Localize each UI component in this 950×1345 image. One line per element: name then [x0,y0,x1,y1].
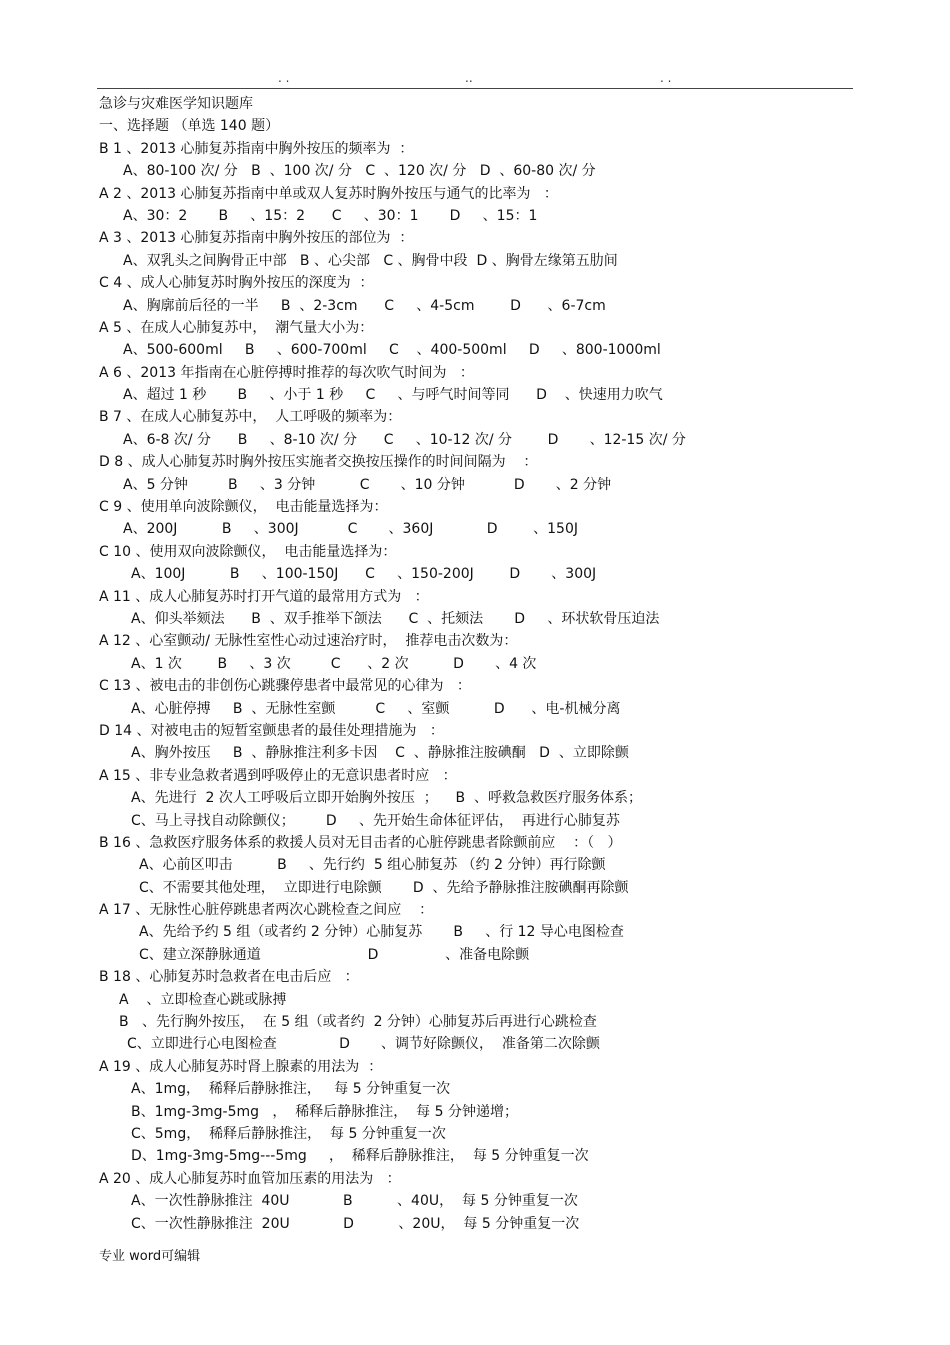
option-line: A、心前区叩击 B 、先行约 5 组心肺复苏 （约 2 分钟）再行除颤 [139,857,606,874]
question-line: A 15 、非专业急救者遇到呼吸停止的无意识患者时应 ： [99,767,457,784]
question-line: A 3 、2013 心肺复苏指南中胸外按压的部位为 ： [99,230,414,247]
question-line: D 8 、成人心肺复苏时胸外按压实施者交换按压操作的时间间隔为 ： [99,454,538,471]
question-line: A 2 、2013 心肺复苏指南中单或双人复苏时胸外按压与通气的比率为 ： [99,185,558,202]
document-body [99,93,859,1235]
option-line: C、一次性静脉推注 20U D 、20U， 每 5 分钟重复一次 [131,1215,580,1232]
option-line: B、1mg-3mg-5mg ， 稀释后静脉推注， 每 5 分钟递增； [131,1103,518,1120]
option-line: A、1mg， 稀释后静脉推注， 每 5 分钟重复一次 [131,1081,451,1098]
option-line: A 、立即检查心跳或脉搏 [119,991,287,1008]
option-line: A、心脏停搏 B 、无脉性室颤 C 、室颤 D 、电-机械分离 [131,700,621,717]
option-line: A、30：2 B 、15：2 C 、30：1 D 、15：1 [123,207,538,224]
option-line: A、100J B 、100-150J C 、150-200J D 、300J [131,566,597,583]
question-line: A 11 、成人心肺复苏时打开气道的最常用方式为 ： [99,588,429,605]
option-line: A、1 次 B 、3 次 C 、2 次 D 、4 次 [131,655,537,672]
question-line: A 6 、2013 年指南在心脏停搏时推荐的每次吹气时间为 ： [99,364,474,381]
option-line: C、立即进行心电图检查 D 、调节好除颤仪， 准备第二次除颤 [127,1036,600,1053]
question-line: A 12 、心室颤动/ 无脉性室性心动过速治疗时， 推荐电击次数为： [99,633,518,650]
option-line: B 、先行胸外按压， 在 5 组（或者约 2 分钟）心肺复苏后再进行心跳检查 [119,1014,597,1031]
option-line: A、先进行 2 次人工呼吸后立即开始胸外按压 ； B 、呼救急救医疗服务体系； [131,790,643,807]
question-line: A 19 、成人心肺复苏时肾上腺素的用法为 ： [99,1058,383,1075]
option-line: A、一次性静脉推注 40U B 、40U， 每 5 分钟重复一次 [131,1193,578,1210]
option-line: A、5 分钟 B 、3 分钟 C 、10 分钟 D 、2 分钟 [123,476,612,493]
option-line: A、胸廓前后径的一半 B 、2-3cm C 、4-5cm D 、6-7cm [123,297,606,314]
option-line: C、不需要其他处理， 立即进行电除颤 D 、先给予静脉推注胺碘酮再除颤 [139,879,629,896]
question-line: B 16 、急救医疗服务体系的救援人员对无目击者的心脏停跳患者除颤前应 ：（ ） [99,834,622,851]
question-line: C 10 、使用双向波除颤仪， 电击能量选择为： [99,543,397,560]
header-rule [97,88,853,89]
question-line: C 13 、被电击的非创伤心跳骤停患者中最常见的心律为 ： [99,678,471,695]
option-line: A、80-100 次/ 分 B 、100 次/ 分 C 、120 次/ 分 D 、60-80 次/ 分 [123,163,596,180]
option-line: C、5mg， 稀释后静脉推注， 每 5 分钟重复一次 [131,1125,446,1142]
option-line: A、500-600ml B 、600-700ml C 、400-500ml D 、800-1000ml [123,342,661,359]
header-mark-left: . . [278,71,290,85]
question-line: C 9 、使用单向波除颤仪， 电击能量选择为： [99,499,388,516]
question-line: A 5 、在成人心肺复苏中， 潮气量大小为： [99,319,374,336]
option-line: A、超过 1 秒 B 、小于 1 秒 C 、与呼气时间等同 D 、快速用力吹气 [123,387,663,404]
question-line: A 17 、无脉性心脏停跳患者两次心跳检查之间应 ： [99,902,434,919]
header-mark-right: . . [660,71,672,85]
option-line: A、6-8 次/ 分 B 、8-10 次/ 分 C 、10-12 次/ 分 D 、12-15 次/ 分 [123,431,686,448]
option-line: A、先给予约 5 组（或者约 2 分钟）心肺复苏 B 、行 12 导心电图检查 [139,924,624,941]
question-line: B 1 、2013 心肺复苏指南中胸外按压的频率为 ： [99,140,414,157]
option-line: D、1mg-3mg-5mg---5mg ， 稀释后静脉推注， 每 5 分钟重复一次 [131,1148,589,1165]
document-title: 急诊与灾难医学知识题库 [99,96,253,112]
question-list [99,138,859,1235]
question-line: D 14 、对被电击的短暂室颤患者的最佳处理措施为 ： [99,722,444,739]
option-line: C、马上寻找自动除颤仪； D 、先开始生命体征评估， 再进行心肺复苏 [131,812,620,829]
option-line: A、仰头举颏法 B 、双手推举下颌法 C 、托颏法 D 、环状软骨压迫法 [131,610,660,627]
question-line: B 18 、心肺复苏时急救者在电击后应 ： [99,969,359,986]
option-line: C、建立深静脉通道 D 、准备电除颤 [139,946,530,963]
question-line: B 7 、在成人心肺复苏中， 人工呼吸的频率为： [99,409,402,426]
question-line: A 20 、成人心肺复苏时血管加压素的用法为 ： [99,1170,401,1187]
option-line: A、200J B 、300J C 、360J D 、150J [123,521,578,538]
option-line: A、双乳头之间胸骨正中部 B 、心尖部 C 、胸骨中段 D 、胸骨左缘第五肋间 [123,252,618,269]
option-line: A、胸外按压 B 、静脉推注利多卡因 C 、静脉推注胺碘酮 D 、立即除颤 [131,745,629,762]
header-mark-center: .. [465,71,473,85]
question-line: C 4 、成人心肺复苏时胸外按压的深度为 ： [99,275,374,292]
footer-note: 专业 word可编辑 [99,1249,201,1264]
section-heading: 一、选择题 （单选 140 题） [99,118,280,135]
